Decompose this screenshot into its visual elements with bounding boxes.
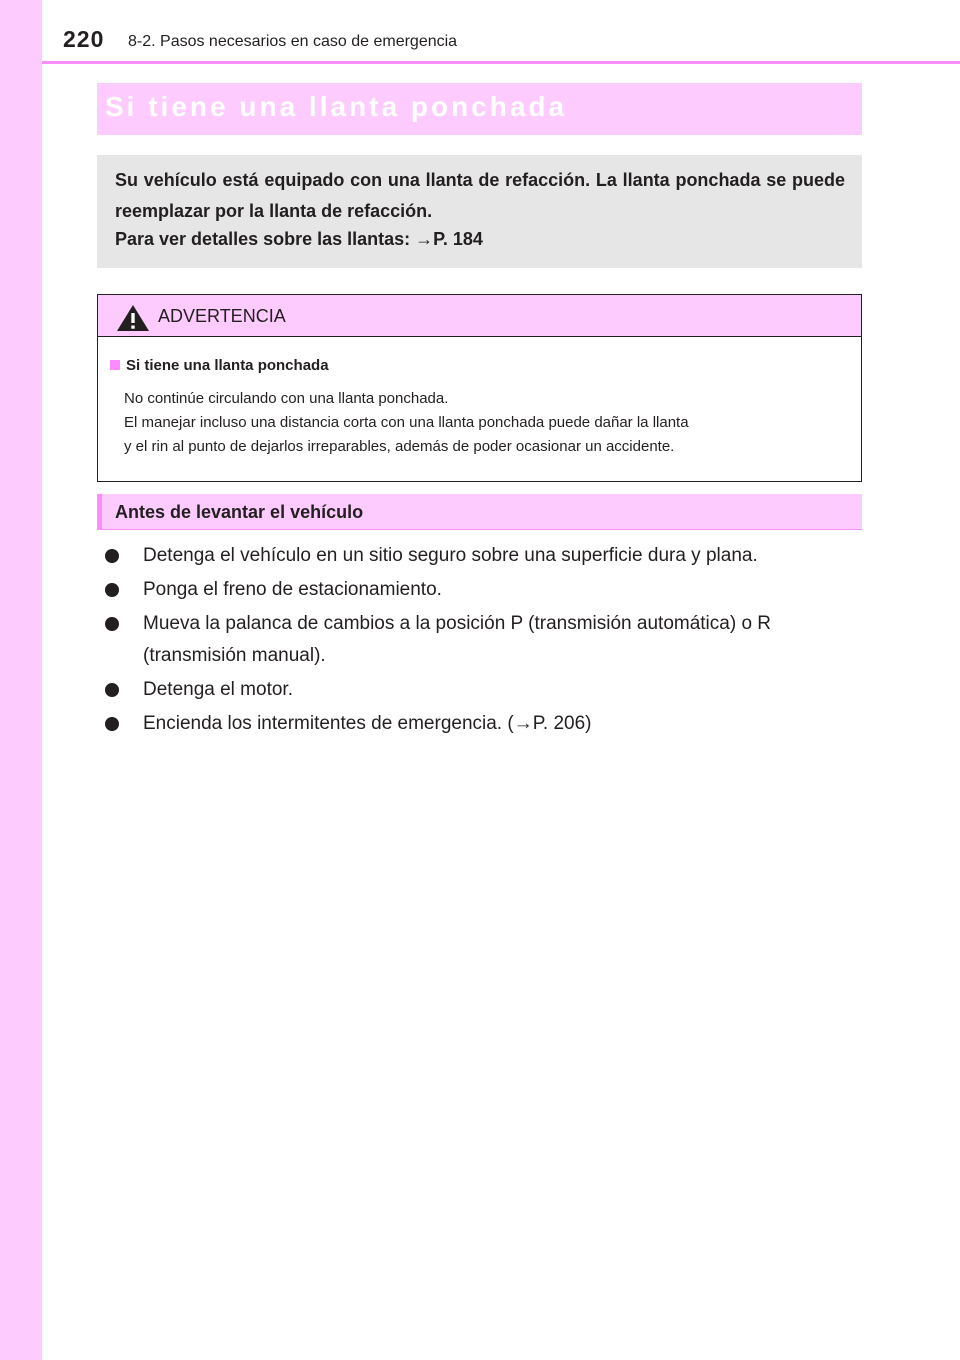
section-heading: Antes de levantar el vehículo	[115, 502, 364, 522]
bullet-dot-icon	[105, 617, 119, 631]
side-color-band	[0, 0, 42, 1360]
warning-header	[98, 295, 861, 337]
section-heading-bar	[97, 494, 862, 530]
warning-line: No continúe circulando con una llanta ponchada.	[124, 390, 449, 407]
bullet-dot-icon	[105, 549, 119, 563]
page-number: 220	[63, 26, 105, 52]
bullet-list	[97, 540, 867, 742]
intro-box	[97, 155, 862, 268]
warning-subtitle	[110, 357, 329, 374]
warning-subtitle-text: Si tiene una llanta ponchada	[126, 357, 329, 374]
warning-line: El manejar incluso una distancia corta con una llanta ponchada puede dañar la llanta	[124, 414, 689, 431]
list-item: Detenga el vehículo en un sitio seguro sobre una superficie dura y plana.	[97, 540, 867, 572]
warning-label: ADVERTENCIA	[158, 306, 286, 326]
list-item: Mueva la palanca de cambios a la posición P (transmisión automática) o R (transmisión manual).	[97, 608, 867, 672]
list-item: Encienda los intermitentes de emergencia. (→P. 206)	[97, 708, 867, 740]
section-label: 8-2. Pasos necesarios en caso de emergencia	[128, 33, 458, 50]
heading-accent	[97, 494, 102, 529]
bullet-dot-icon	[105, 583, 119, 597]
page-title: Si tiene una llanta ponchada	[105, 91, 568, 122]
warning-box	[97, 294, 862, 482]
intro-reference: Para ver detalles sobre las llantas: →P. 184	[115, 229, 483, 249]
warning-body	[124, 387, 849, 459]
page-title-bar	[97, 83, 862, 135]
bullet-dot-icon	[105, 683, 119, 697]
intro-text: Su vehículo está equipado con una llanta de refacción. La llanta ponchada se puede reemplazar por la llanta de refacción.	[115, 170, 845, 221]
list-item: Ponga el freno de estacionamiento.	[97, 574, 867, 606]
list-item: Detenga el motor.	[97, 674, 867, 706]
bullet-dot-icon	[105, 717, 119, 731]
header-rule	[42, 61, 960, 64]
warning-triangle-icon	[116, 304, 150, 332]
warning-line: y el rin al punto de dejarlos irreparables, además de poder ocasionar un accidente.	[124, 438, 675, 455]
square-bullet-icon	[110, 360, 120, 370]
